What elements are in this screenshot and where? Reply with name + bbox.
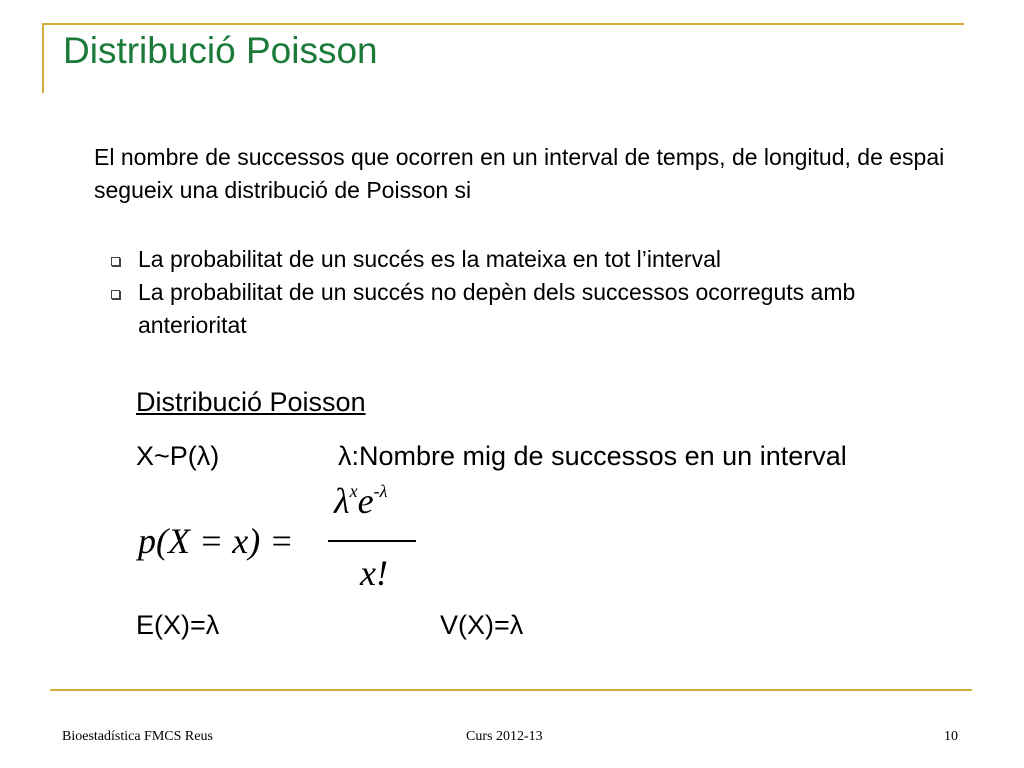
- square-bullet-icon: [111, 290, 120, 299]
- slide-title: Distribució Poisson: [63, 30, 378, 71]
- intro-paragraph: El nombre de successos que ocorren en un interval de temps, de longitud, de espai segueix una distribució de Poisson si: [94, 144, 945, 203]
- bullet-text: La probabilitat de un succés es la mateixa en tot l’interval: [138, 246, 721, 272]
- formula-numerator: [334, 480, 387, 522]
- expectation: E(X)=λ: [136, 610, 220, 640]
- bullet-item: [108, 243, 968, 276]
- footer-rule: [50, 689, 972, 691]
- formula-lhs: p(X = x) =: [138, 521, 294, 561]
- numerator-lambda-exponent: x: [349, 481, 358, 501]
- bullet-list: [108, 243, 968, 342]
- square-bullet-icon: [111, 257, 120, 266]
- lambda-definition: λ:Nombre mig de successos en un interval: [338, 441, 847, 471]
- page-number: 10: [944, 729, 958, 744]
- formula-denominator: x!: [360, 553, 388, 593]
- distribution-notation: X~P(λ): [136, 441, 220, 471]
- footer-year: Curs 2012-13: [466, 729, 543, 744]
- numerator-e-exponent: -λ: [373, 481, 388, 501]
- bullet-text: La probabilitat de un succés no depèn dels successos ocorreguts amb anterioritat: [138, 279, 856, 338]
- title-frame-left-rule: [42, 23, 44, 93]
- section-subtitle: Distribució Poisson: [136, 387, 366, 417]
- title-frame-top-rule: [42, 23, 964, 25]
- numerator-e: e: [357, 481, 374, 521]
- numerator-lambda: λ: [334, 481, 350, 521]
- bullet-item: [108, 276, 968, 342]
- fraction-bar: [328, 540, 416, 542]
- variance: V(X)=λ: [440, 610, 524, 640]
- footer-course: Bioestadística FMCS Reus: [62, 729, 213, 744]
